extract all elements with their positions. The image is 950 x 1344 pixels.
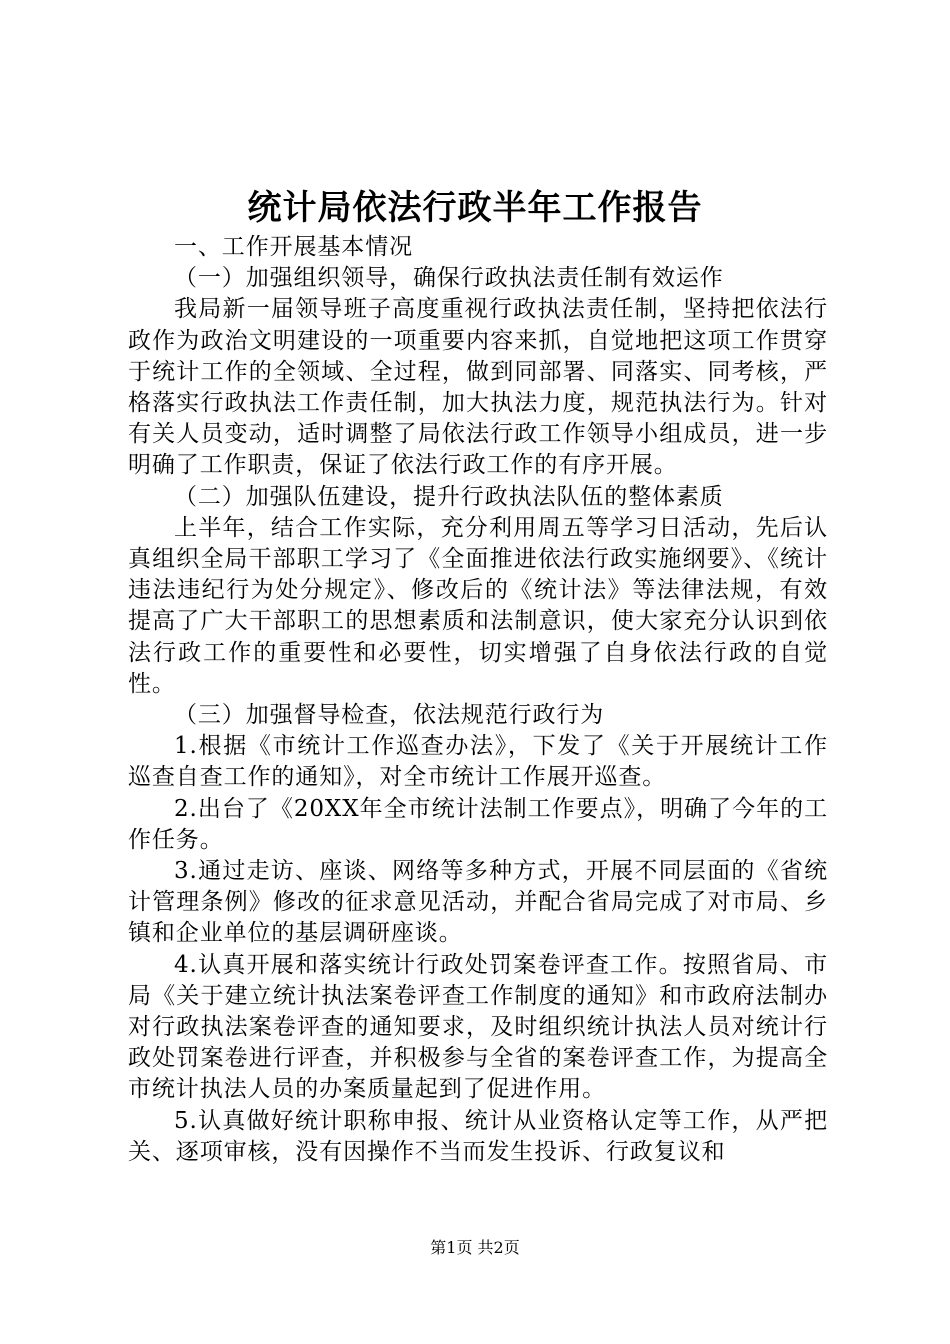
subsection-heading-1: （一）加强组织领导，确保行政执法责任制有效运作 — [174, 265, 724, 292]
subsection-heading-2: （二）加强队伍建设，提升行政执法队伍的整体素质 — [174, 483, 724, 510]
list-item-1: 1.根据《市统计工作巡查办法》，下发了《关于开展统计工作巡查自查工作的通知》，对全市统计工作展开巡查。 — [128, 733, 828, 791]
section-heading-1: 一、工作开展基本情况 — [174, 234, 413, 260]
list-item-4: 4.认真开展和落实统计行政处罚案卷评查工作。按照省局、市局《关于建立统计执法案卷评查工作制度的通知》和市政府法制办对行政执法案卷评查的通知要求，及时组织统计执法人员对统计行政处罚案卷进行评查，并积极参与全省的案卷评查工作，为提高全市统计执法人员的办案质量起到了促进作用。 — [128, 951, 828, 1103]
body-paragraph-2: 上半年，结合工作实际，充分利用周五等学习日活动，先后认真组织全局干部职工学习了《全面推进依法行政实施纲要》、《统计违法违纪行为处分规定》、修改后的《统计法》等法律法规，有效提高了广大干部职工的思想素质和法制意识，使大家充分认识到依法行政工作的重要性和必要性，切实增强了自身依法行政的自觉性。 — [128, 514, 828, 697]
list-item-5: 5.认真做好统计职称申报、统计从业资格认定等工作，从严把关、逐项审核，没有因操作不当而发生投诉、行政复议和 — [128, 1107, 828, 1165]
subsection-heading-3: （三）加强督导检查，依法规范行政行为 — [174, 702, 605, 729]
body-paragraph-1: 我局新一届领导班子高度重视行政执法责任制，坚持把依法行政作为政治文明建设的一项重要内容来抓，自觉地把这项工作贯穿于统计工作的全领域、全过程，做到同部署、同落实、同考核，严格落实行政执法工作责任制，加大执法力度，规范执法行为。针对有关人员变动，适时调整了局依法行政工作领导小组成员，进一步明确了工作职责，保证了依法行政工作的有序开展。 — [128, 296, 828, 479]
document-title: 统计局依法行政半年工作报告 — [247, 188, 703, 228]
page-number-footer: 第1页 共2页 — [430, 1238, 520, 1257]
list-item-3: 3.通过走访、座谈、网络等多种方式，开展不同层面的《省统计管理条例》修改的征求意见活动，并配合省局完成了对市局、乡镇和企业单位的基层调研座谈。 — [128, 858, 828, 947]
list-item-2: 2.出台了《20XX年全市统计法制工作要点》，明确了今年的工作任务。 — [128, 795, 828, 853]
document-body — [128, 232, 828, 1168]
